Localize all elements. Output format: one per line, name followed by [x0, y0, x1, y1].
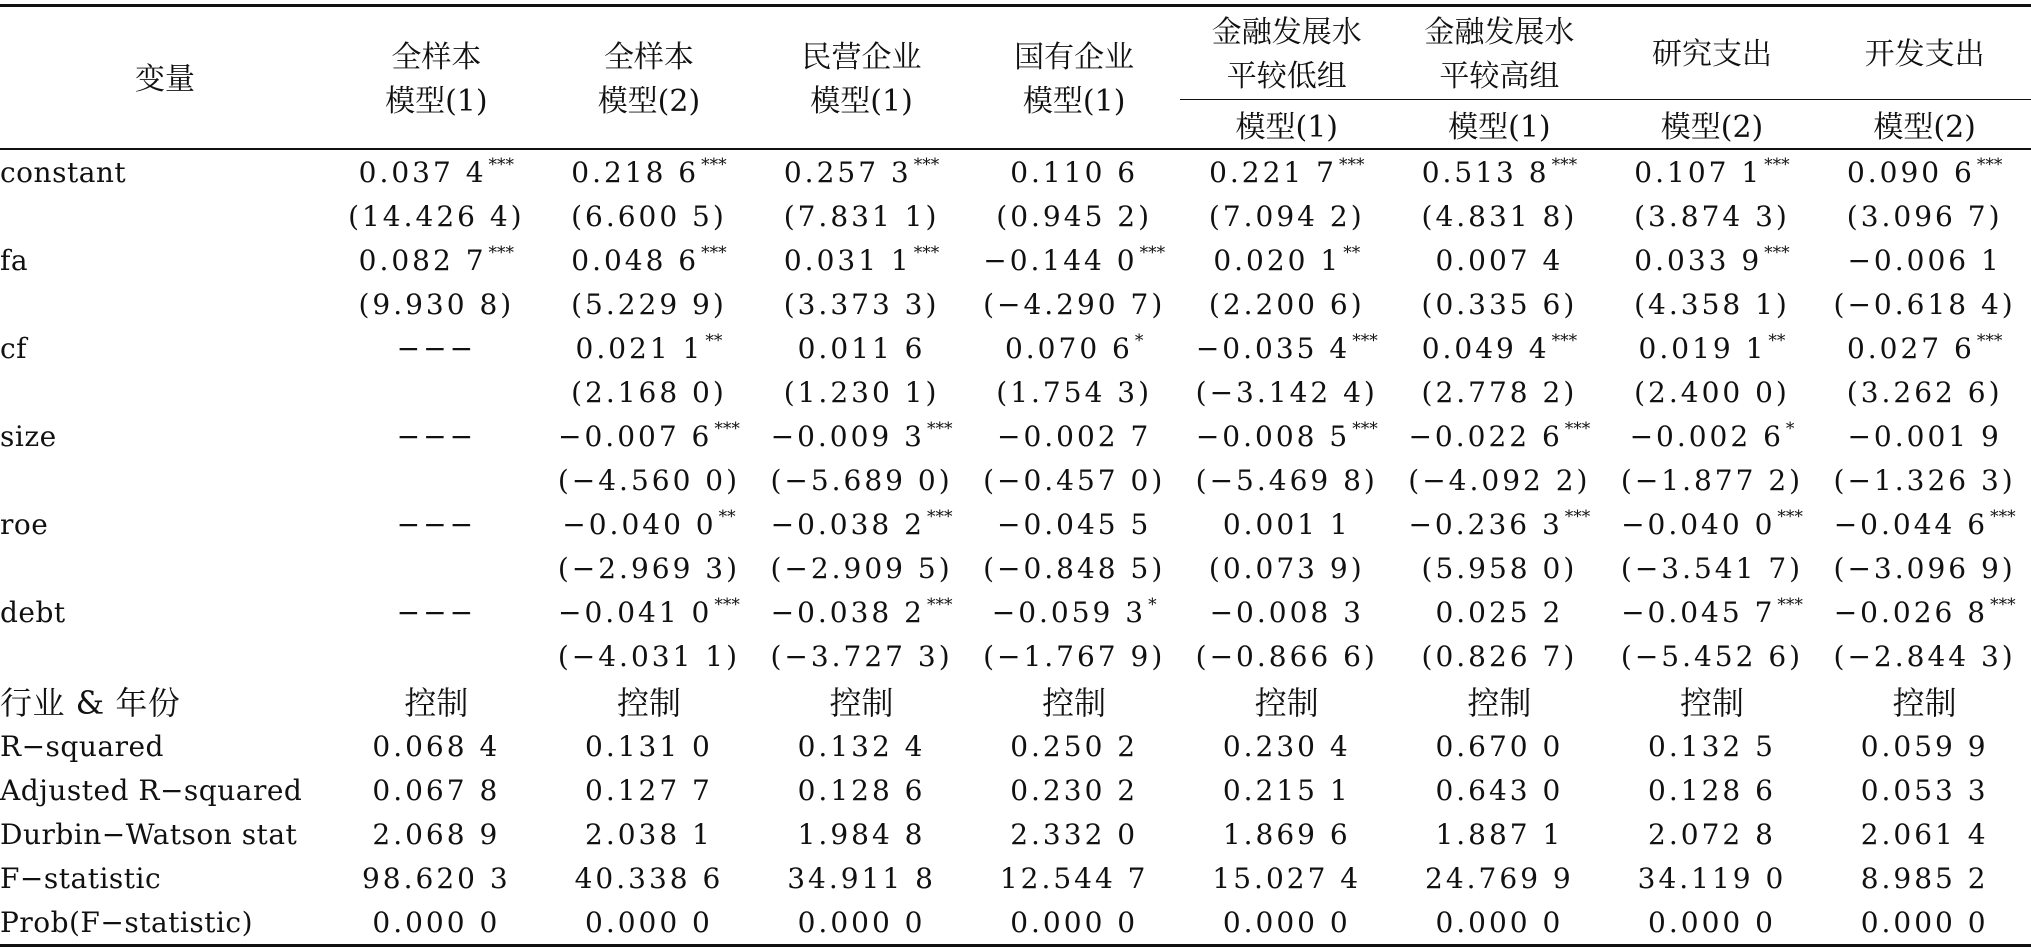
- coef-value: 0.110 6: [1010, 155, 1139, 189]
- coef-value: 0.037 4: [358, 156, 487, 189]
- header-group-line1: 金融发展水: [1211, 15, 1362, 50]
- coef-cell: [1818, 326, 2031, 370]
- t-stat-cell: (−1.877 2): [1620, 463, 1804, 497]
- coef-value: 0.021 1: [575, 332, 704, 365]
- coef-cell: [330, 590, 543, 634]
- header-group-line1: 金融发展水: [1424, 15, 1575, 50]
- coef-cell: [1606, 414, 1819, 458]
- significance-stars: **: [1343, 243, 1361, 263]
- stat-cell: 8.985 2: [1860, 861, 1989, 895]
- row-label: roe: [0, 507, 49, 541]
- t-stat-cell: (0.073 9): [1208, 551, 1365, 585]
- coef-cell: [1180, 326, 1393, 370]
- header-col-6-group: [1393, 6, 1606, 100]
- significance-stars: ***: [1551, 155, 1578, 175]
- coef-cell: [755, 502, 968, 546]
- row-label-empty: [0, 458, 330, 502]
- t-stat-cell: (3.096 7): [1846, 199, 2003, 233]
- coef-cell: [543, 326, 756, 370]
- row-label: Prob(F−statistic): [0, 905, 254, 939]
- coef-value: 0.020 1: [1213, 244, 1342, 277]
- table-row-tstat: [0, 546, 2031, 590]
- t-stat-cell: (−1.767 9): [983, 639, 1166, 673]
- table-row-tstat: [0, 634, 2031, 678]
- coef-value: −0.008 5: [1195, 420, 1351, 453]
- coef-value: 0.221 7: [1209, 156, 1337, 189]
- row-label-empty: [0, 370, 330, 414]
- significance-stars: ***: [1777, 595, 1803, 615]
- header-col-1: [330, 6, 543, 150]
- header-group-line2: 平较高组: [1439, 59, 1560, 94]
- significance-stars: ***: [913, 155, 940, 175]
- table-row-coef: [0, 149, 2031, 194]
- stat-cell: 0.127 7: [585, 773, 713, 807]
- t-stat-cell: (−4.092 2): [1408, 463, 1591, 497]
- coef-value: 0.090 6: [1846, 156, 1975, 189]
- header-model: 模型(1): [1022, 83, 1126, 119]
- significance-stars: ***: [1764, 243, 1790, 263]
- header-group: 全样本: [391, 39, 482, 75]
- t-stat-cell: (−5.689 0): [770, 463, 953, 497]
- header-group: 全样本: [603, 39, 694, 75]
- coef-value: 0.027 6: [1846, 332, 1975, 365]
- coef-cell: [1606, 326, 1819, 370]
- header-model: 模型(2): [597, 83, 701, 119]
- coef-cell: [968, 238, 1181, 282]
- significance-stars: ***: [1990, 507, 2016, 527]
- coef-cell: [1180, 238, 1393, 282]
- coef-cell: [1393, 414, 1606, 458]
- control-cell: 控制: [404, 684, 469, 722]
- t-stat-cell: (7.094 2): [1208, 199, 1365, 233]
- t-stat-cell: (−3.142 4): [1195, 375, 1378, 409]
- table-row-stat: [0, 856, 2031, 900]
- coef-cell: [755, 149, 968, 194]
- t-stat-cell: [330, 546, 543, 590]
- stat-cell: 40.338 6: [574, 861, 724, 895]
- coef-value: 0.049 4: [1421, 332, 1550, 365]
- stat-cell: 0.128 6: [1648, 773, 1776, 807]
- stat-cell: 0.000 0: [797, 905, 926, 939]
- coef-value: −0.059 3: [991, 596, 1147, 629]
- stat-cell: 34.911 8: [787, 861, 936, 895]
- stat-cell: 98.620 3: [361, 861, 511, 895]
- significance-stars: ***: [1338, 155, 1365, 175]
- significance-stars: ***: [1352, 331, 1378, 351]
- coef-cell: [543, 502, 756, 546]
- stat-cell: 0.132 4: [797, 729, 926, 763]
- stat-cell: 1.984 8: [797, 817, 926, 851]
- coef-cell: [968, 414, 1181, 458]
- t-stat-cell: [330, 370, 543, 414]
- row-label: constant: [0, 155, 127, 189]
- t-stat-cell: (0.945 2): [996, 199, 1153, 233]
- table-row-coef: [0, 414, 2031, 458]
- significance-stars: ***: [926, 507, 953, 527]
- t-stat-cell: (−0.848 5): [983, 551, 1166, 585]
- coef-value: −0.045 5: [996, 507, 1152, 541]
- significance-stars: **: [705, 331, 723, 351]
- control-cell: 控制: [1892, 684, 1957, 722]
- coef-cell: [1393, 149, 1606, 194]
- coef-cell: [1180, 590, 1393, 634]
- coef-value: −0.007 6: [558, 420, 713, 453]
- row-label: fa: [0, 243, 29, 277]
- t-stat-cell: (−5.469 8): [1195, 463, 1378, 497]
- significance-stars: ***: [1764, 155, 1790, 175]
- stat-cell: 0.250 2: [1010, 729, 1139, 763]
- t-stat-cell: (−1.326 3): [1833, 463, 2016, 497]
- t-stat-cell: (−5.452 6): [1620, 639, 1804, 673]
- coef-value: 0.011 6: [797, 331, 926, 365]
- stat-cell: 2.072 8: [1648, 817, 1776, 851]
- coef-cell: [330, 149, 543, 194]
- control-cell: 控制: [616, 684, 681, 722]
- table-row-coef: [0, 590, 2031, 634]
- row-label: 行业 & 年份: [0, 684, 181, 722]
- coef-value: −0.002 7: [996, 419, 1152, 453]
- stat-cell: 0.131 0: [585, 729, 713, 763]
- header-col-7-group: 研究支出: [1651, 37, 1772, 72]
- row-label: Durbin−Watson stat: [0, 817, 298, 851]
- header-col-4: [968, 6, 1181, 150]
- t-stat-cell: (9.930 8): [358, 287, 515, 321]
- header-group: 民营企业: [801, 39, 922, 75]
- coef-value: −0.009 3: [770, 420, 925, 453]
- control-cell: 控制: [1679, 684, 1744, 722]
- table-row-controls: [0, 678, 2031, 724]
- t-stat-cell: (−0.457 0): [983, 463, 1166, 497]
- coef-value: −0.035 4: [1195, 332, 1351, 365]
- stat-cell: 2.068 9: [372, 817, 501, 851]
- row-label: R−squared: [0, 729, 164, 763]
- t-stat-cell: (−3.096 9): [1833, 551, 2016, 585]
- stat-cell: 2.061 4: [1860, 817, 1989, 851]
- stat-cell: 34.119 0: [1637, 861, 1787, 895]
- stat-cell: 0.000 0: [1648, 905, 1776, 939]
- row-label-empty: [0, 546, 330, 590]
- t-stat-cell: (2.778 2): [1421, 375, 1578, 409]
- significance-stars: ***: [701, 243, 727, 263]
- coef-cell: [755, 414, 968, 458]
- significance-stars: ***: [1352, 419, 1378, 439]
- t-stat-cell: (−2.844 3): [1833, 639, 2016, 673]
- coef-value: −−−: [396, 507, 477, 541]
- stat-cell: 0.000 0: [1010, 905, 1139, 939]
- coef-cell: [1180, 149, 1393, 194]
- regression-table-container: [0, 4, 2031, 947]
- significance-stars: *: [1785, 419, 1795, 439]
- significance-stars: ***: [488, 155, 515, 175]
- t-stat-cell: (6.600 5): [571, 199, 727, 233]
- t-stat-cell: (4.831 8): [1421, 199, 1578, 233]
- stat-cell: 0.643 0: [1435, 773, 1564, 807]
- stat-cell: 0.230 4: [1222, 729, 1351, 763]
- t-stat-cell: (14.426 4): [348, 199, 525, 233]
- t-stat-cell: (2.200 6): [1208, 287, 1365, 321]
- row-label: Adjusted R−squared: [0, 773, 303, 807]
- t-stat-cell: (1.230 1): [783, 375, 940, 409]
- coef-cell: [1606, 590, 1819, 634]
- coef-value: −0.040 0: [562, 508, 717, 541]
- coef-cell: [1818, 590, 2031, 634]
- coef-cell: [1606, 149, 1819, 194]
- coef-cell: [1818, 149, 2031, 194]
- coef-value: −0.022 6: [1408, 420, 1563, 453]
- coef-cell: [968, 149, 1181, 194]
- stat-cell: 0.000 0: [372, 905, 501, 939]
- coef-value: −0.040 0: [1621, 508, 1776, 541]
- coef-value: −0.044 6: [1833, 508, 1989, 541]
- t-stat-cell: (−4.031 1): [557, 639, 741, 673]
- table-row-coef: [0, 326, 2031, 370]
- stat-cell: 0.670 0: [1435, 729, 1564, 763]
- coef-value: −0.038 2: [770, 508, 925, 541]
- stat-cell: 0.000 0: [1222, 905, 1351, 939]
- stat-cell: 24.769 9: [1425, 861, 1574, 895]
- t-stat-cell: (4.358 1): [1634, 287, 1790, 321]
- coef-value: 0.048 6: [571, 244, 700, 277]
- t-stat-cell: (1.754 3): [996, 375, 1153, 409]
- stat-cell: 0.000 0: [1435, 905, 1564, 939]
- t-stat-cell: (3.262 6): [1846, 375, 2003, 409]
- coef-cell: [1606, 238, 1819, 282]
- stat-cell: 0.230 2: [1010, 773, 1139, 807]
- coef-cell: [755, 238, 968, 282]
- table-row-coef: [0, 238, 2031, 282]
- stat-cell: 12.544 7: [999, 861, 1149, 895]
- stat-cell: 1.887 1: [1435, 817, 1564, 851]
- control-cell: 控制: [1467, 684, 1532, 722]
- coef-value: −0.008 3: [1209, 595, 1364, 629]
- coef-value: −−−: [396, 595, 477, 629]
- significance-stars: ***: [1564, 507, 1591, 527]
- significance-stars: ***: [926, 595, 953, 615]
- row-label: size: [0, 419, 57, 453]
- coef-cell: [543, 414, 756, 458]
- significance-stars: ***: [1564, 419, 1591, 439]
- t-stat-cell: (−0.618 4): [1833, 287, 2016, 321]
- row-label: F−statistic: [0, 861, 162, 895]
- stat-cell: 15.027 4: [1212, 861, 1362, 895]
- coef-value: −0.144 0: [983, 244, 1138, 277]
- coef-cell: [1818, 414, 2031, 458]
- coef-value: 0.007 4: [1435, 243, 1564, 277]
- header-row-1: [0, 6, 2031, 100]
- significance-stars: ***: [1976, 331, 2003, 351]
- t-stat-cell: (0.335 6): [1421, 287, 1578, 321]
- t-stat-cell: (5.958 0): [1421, 551, 1578, 585]
- significance-stars: ***: [1976, 155, 2003, 175]
- significance-stars: *: [1148, 595, 1157, 615]
- stat-cell: 0.068 4: [372, 729, 501, 763]
- coef-value: −0.045 7: [1621, 596, 1776, 629]
- coef-value: 0.031 1: [783, 244, 912, 277]
- significance-stars: **: [1768, 331, 1786, 351]
- table-row-stat: [0, 768, 2031, 812]
- coef-cell: [330, 414, 543, 458]
- coef-cell: [1180, 502, 1393, 546]
- stat-cell: 0.000 0: [585, 905, 713, 939]
- table-row-stat: [0, 812, 2031, 856]
- coef-cell: [1393, 238, 1606, 282]
- t-stat-cell: (5.229 9): [571, 287, 727, 321]
- significance-stars: ***: [1990, 595, 2016, 615]
- table-row-tstat: [0, 194, 2031, 238]
- significance-stars: **: [718, 507, 736, 527]
- coef-cell: [1180, 414, 1393, 458]
- coef-value: 0.070 6: [1004, 332, 1133, 365]
- coef-value: 0.019 1: [1638, 332, 1767, 365]
- coef-cell: [1818, 238, 2031, 282]
- coef-cell: [543, 238, 756, 282]
- t-stat-cell: [330, 634, 543, 678]
- table-row-tstat: [0, 282, 2031, 326]
- header-model: 模型(1): [810, 83, 913, 119]
- significance-stars: ***: [714, 419, 740, 439]
- coef-value: 0.033 9: [1634, 244, 1763, 277]
- header-col-8-model: 模型(2): [1818, 100, 2031, 150]
- t-stat-cell: (7.831 1): [783, 199, 940, 233]
- t-stat-cell: (−4.560 0): [557, 463, 741, 497]
- table-row-coef: [0, 502, 2031, 546]
- significance-stars: ***: [488, 243, 515, 263]
- significance-stars: ***: [1139, 243, 1166, 263]
- header-col-5-group: [1180, 6, 1393, 100]
- row-label-empty: [0, 634, 330, 678]
- row-label: cf: [0, 331, 28, 365]
- significance-stars: ***: [701, 155, 727, 175]
- header-col-2: [543, 6, 756, 150]
- coef-cell: [330, 326, 543, 370]
- t-stat-cell: (3.373 3): [783, 287, 940, 321]
- regression-table: [0, 4, 2031, 947]
- coef-value: 0.513 8: [1421, 156, 1550, 189]
- control-cell: 控制: [1254, 684, 1319, 722]
- t-stat-cell: (−3.541 7): [1620, 551, 1804, 585]
- table-body: [0, 149, 2031, 946]
- t-stat-cell: (−2.969 3): [557, 551, 741, 585]
- coef-value: 0.257 3: [783, 156, 912, 189]
- t-stat-cell: (2.168 0): [571, 375, 727, 409]
- stat-cell: 0.128 6: [797, 773, 926, 807]
- coef-value: −0.026 8: [1833, 596, 1989, 629]
- t-stat-cell: (−3.727 3): [770, 639, 953, 673]
- coef-value: −0.001 9: [1847, 419, 2002, 453]
- header-model: 模型(1): [385, 83, 488, 119]
- coef-cell: [1393, 590, 1606, 634]
- control-cell: 控制: [1042, 684, 1107, 722]
- coef-cell: [1818, 502, 2031, 546]
- stat-cell: 0.059 9: [1860, 729, 1989, 763]
- significance-stars: ***: [714, 595, 740, 615]
- t-stat-cell: (−4.290 7): [983, 287, 1166, 321]
- coef-cell: [1393, 326, 1606, 370]
- header-col-5-model: 模型(1): [1180, 100, 1393, 150]
- stat-cell: 0.000 0: [1860, 905, 1989, 939]
- coef-value: −−−: [396, 331, 477, 365]
- stat-cell: 0.215 1: [1222, 773, 1351, 807]
- t-stat-cell: (−0.866 6): [1195, 639, 1378, 673]
- coef-value: 0.107 1: [1634, 156, 1763, 189]
- table-row-tstat: [0, 458, 2031, 502]
- coef-cell: [543, 149, 756, 194]
- header-col-8-group: 开发支出: [1864, 37, 1985, 72]
- coef-cell: [330, 238, 543, 282]
- coef-value: 0.025 2: [1435, 595, 1564, 629]
- coef-cell: [968, 502, 1181, 546]
- t-stat-cell: (2.400 0): [1634, 375, 1790, 409]
- significance-stars: *: [1134, 331, 1144, 351]
- coef-value: 0.218 6: [571, 156, 700, 189]
- header-col-6-model: 模型(1): [1393, 100, 1606, 150]
- table-row-stat: [0, 900, 2031, 946]
- coef-cell: [543, 590, 756, 634]
- coef-cell: [755, 326, 968, 370]
- coef-cell: [968, 590, 1181, 634]
- header-group-line2: 平较低组: [1226, 59, 1347, 94]
- stat-cell: 0.053 3: [1860, 773, 1989, 807]
- coef-value: 0.082 7: [358, 244, 487, 277]
- coef-value: −0.038 2: [770, 596, 925, 629]
- coef-cell: [755, 590, 968, 634]
- table-row-tstat: [0, 370, 2031, 414]
- significance-stars: ***: [913, 243, 940, 263]
- significance-stars: ***: [1551, 331, 1578, 351]
- row-label-empty: [0, 194, 330, 238]
- header-variable: 变量: [135, 61, 196, 97]
- header-group: 国有企业: [1014, 39, 1135, 75]
- table-row-stat: [0, 724, 2031, 768]
- row-label: debt: [0, 595, 66, 629]
- t-stat-cell: (0.826 7): [1421, 639, 1578, 673]
- coef-cell: [968, 326, 1181, 370]
- coef-cell: [330, 502, 543, 546]
- stat-cell: 2.038 1: [585, 817, 713, 851]
- t-stat-cell: (3.874 3): [1634, 199, 1790, 233]
- coef-value: 0.001 1: [1222, 507, 1351, 541]
- coef-cell: [1393, 502, 1606, 546]
- header-col-7-model: 模型(2): [1606, 100, 1819, 150]
- coef-value: −−−: [396, 419, 477, 453]
- t-stat-cell: (−2.909 5): [770, 551, 953, 585]
- row-label-empty: [0, 282, 330, 326]
- coef-value: −0.236 3: [1408, 508, 1563, 541]
- stat-cell: 0.132 5: [1648, 729, 1776, 763]
- coef-value: −0.041 0: [558, 596, 713, 629]
- stat-cell: 1.869 6: [1222, 817, 1351, 851]
- coef-value: −0.002 6: [1629, 420, 1784, 453]
- significance-stars: ***: [926, 419, 953, 439]
- stat-cell: 0.067 8: [372, 773, 501, 807]
- coef-value: −0.006 1: [1847, 243, 2002, 277]
- control-cell: 控制: [829, 684, 894, 722]
- t-stat-cell: [330, 458, 543, 502]
- header-col-3: [755, 6, 968, 150]
- significance-stars: ***: [1777, 507, 1803, 527]
- coef-cell: [1606, 502, 1819, 546]
- stat-cell: 2.332 0: [1010, 817, 1139, 851]
